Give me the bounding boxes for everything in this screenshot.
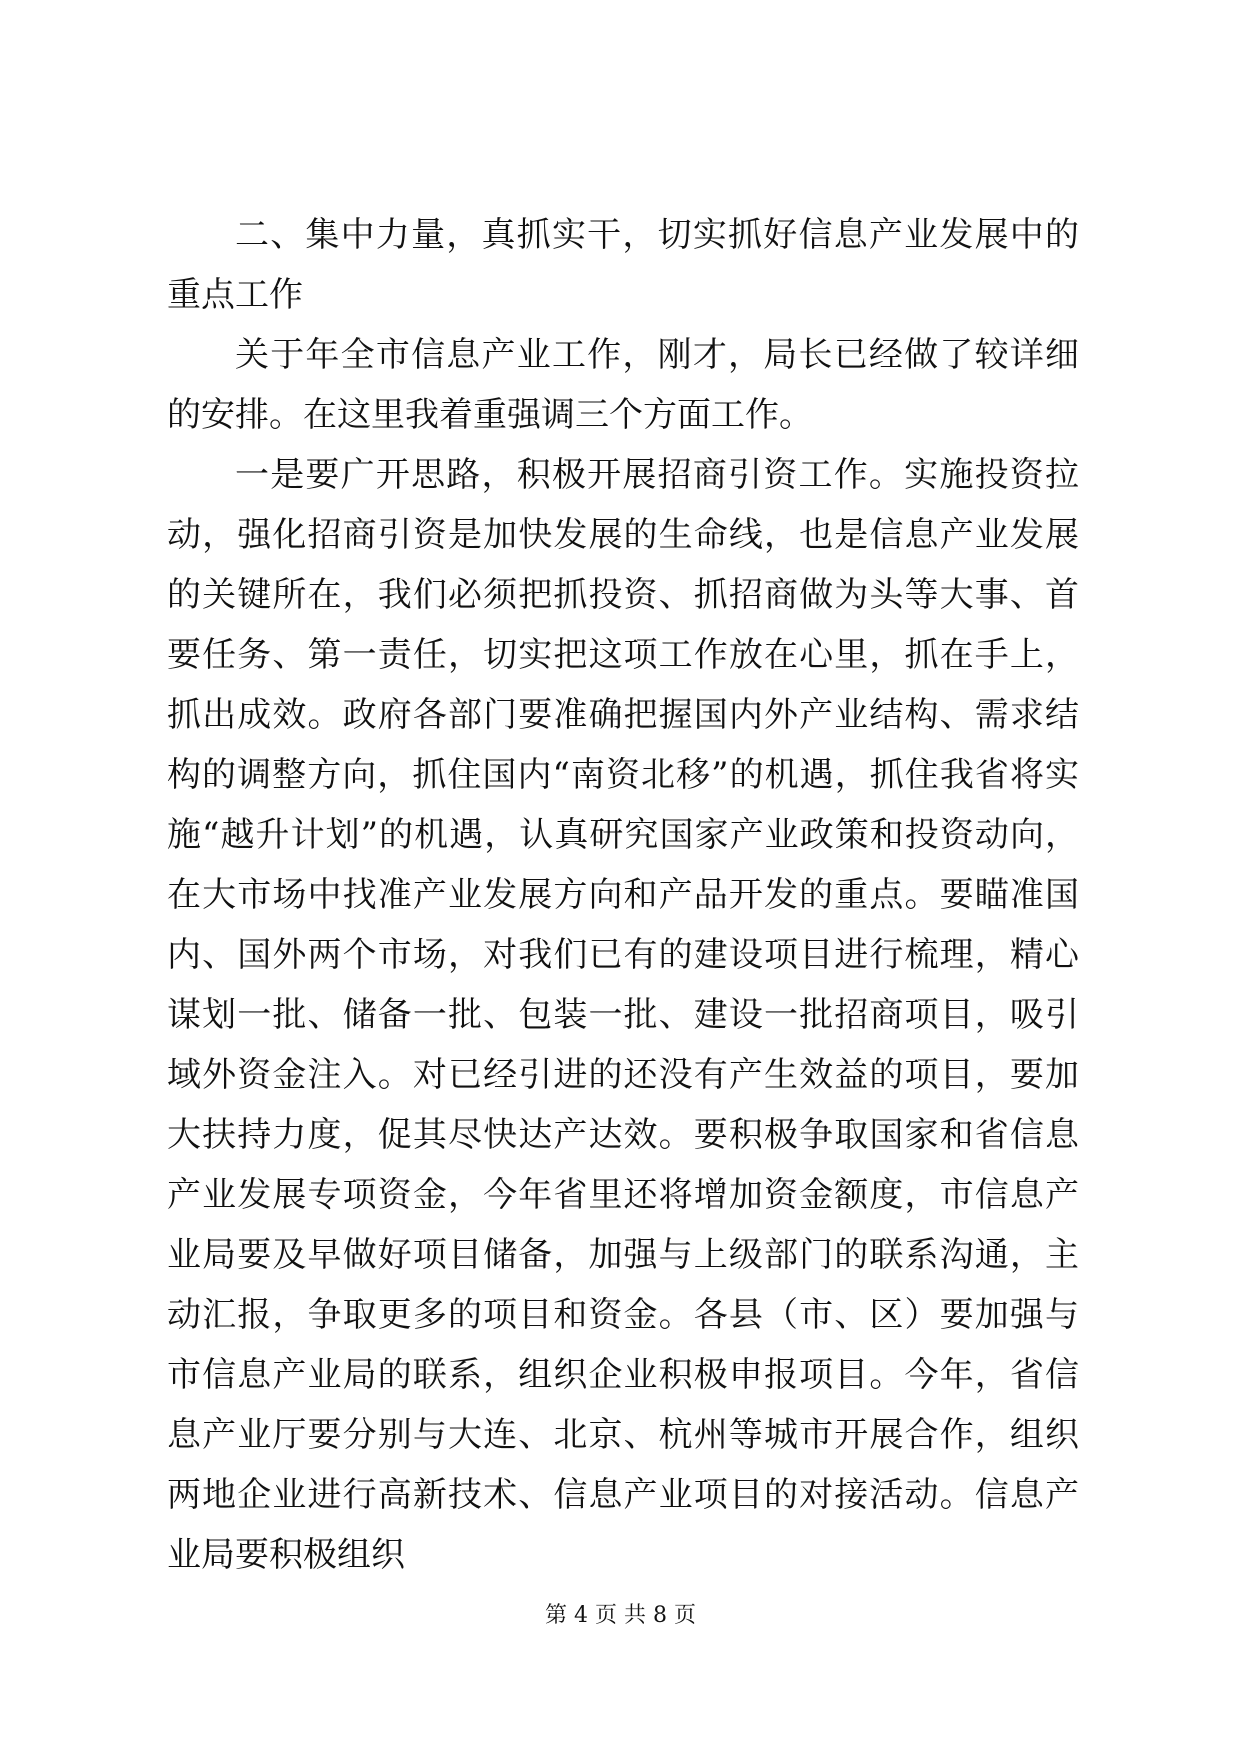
body-paragraph: 关于年全市信息产业工作，刚才，局长已经做了较详细的安排。在这里我着重强调三个方面工作。	[167, 335, 1079, 435]
section-heading: 二、集中力量，真抓实干，切实抓好信息产业发展中的重点工作	[167, 215, 1079, 315]
body-paragraph: 一是要广开思路，积极开展招商引资工作。实施投资拉动，强化招商引资是加快发展的生命线，也是信息产业发展的关键所在，我们必须把抓投资、抓招商做为头等大事、首要任务、第一责任，切实把这项工作放在心里，抓在手上，抓出成效。政府各部门要准确把握国内外产业结构、需求结构的调整方向，抓住国内“南资北移”的机遇，抓住我省将实施“越升计划”的机遇，认真研究国家产业政策和投资动向，在大市场中找准产业发展方向和产品开发的重点。要瞄准国内、国外两个市场，对我们已有的建设项目进行梳理，精心谋划一批、储备一批、包装一批、建设一批招商项目，吸引域外资金注入。对已经引进的还没有产生效益的项目，要加大扶持力度，促其尽快达产达效。要积极争取国家和省信息产业发展专项资金，今年省里还将增加资金额度，市信息产业局要及早做好项目储备，加强与上级部门的联系沟通，主动汇报，争取更多的项目和资金。各县（市、区）要加强与市信息产业局的联系，组织企业积极申报项目。今年，省信息产业厅要分别与大连、北京、杭州等城市开展合作，组织两地企业进行高新技术、信息产业项目的对接活动。信息产业局要积极组织	[167, 455, 1079, 1575]
document-body	[167, 205, 1079, 1585]
page-number-footer: 第 4 页 共 8 页	[545, 1603, 696, 1628]
